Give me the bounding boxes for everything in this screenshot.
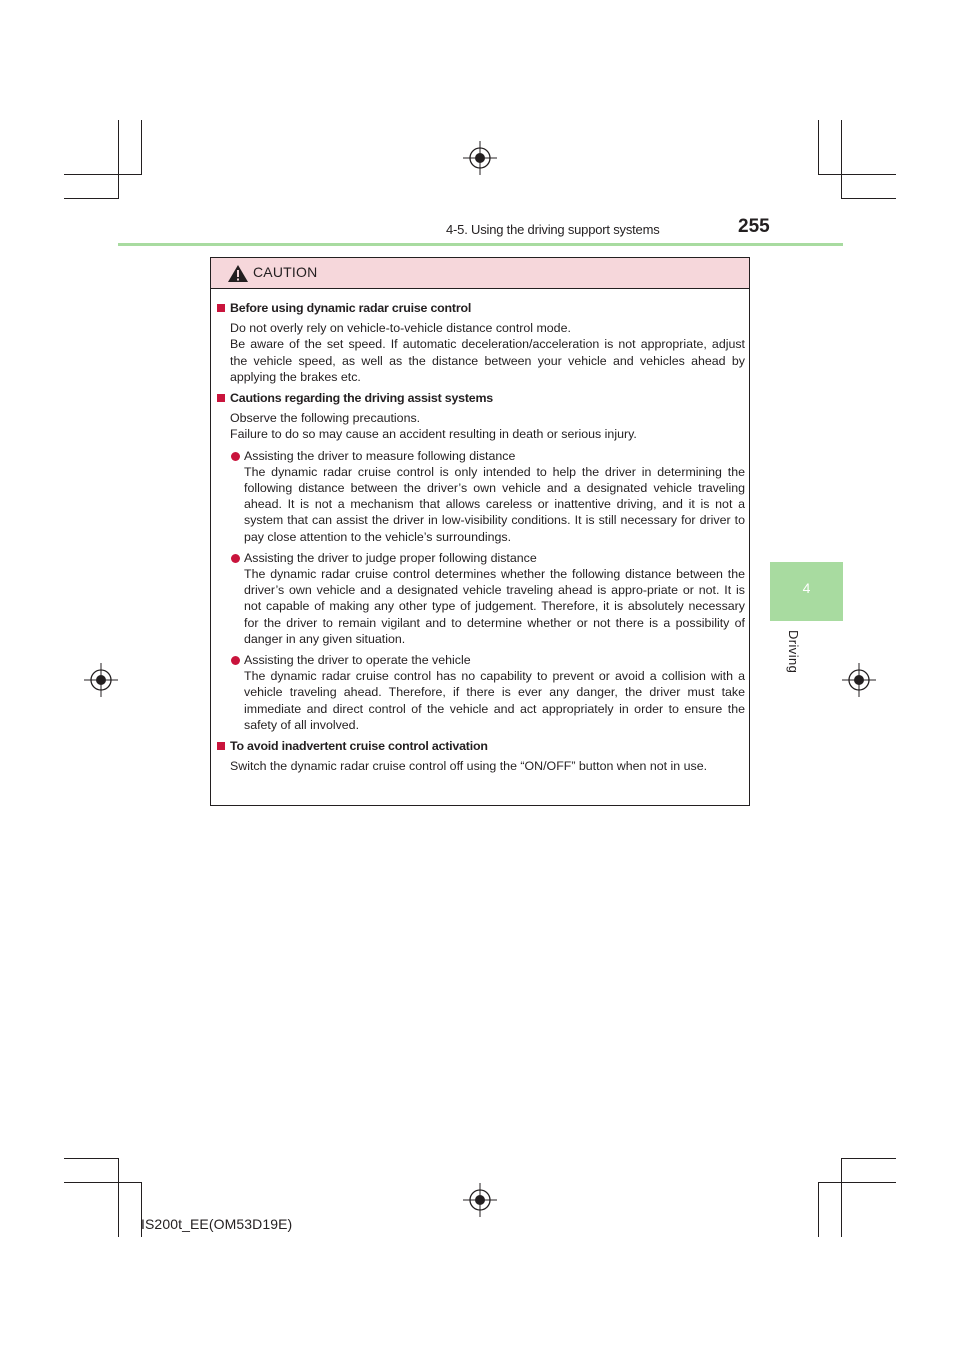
caution-item [217, 738, 745, 774]
page-number: 255 [738, 216, 770, 237]
round-bullet-icon [231, 656, 240, 665]
square-bullet-icon [217, 394, 225, 402]
bullet-item [217, 652, 745, 733]
warning-triangle-icon [227, 264, 249, 283]
bullet-item [217, 550, 745, 647]
round-bullet-icon [231, 554, 240, 563]
caution-item [217, 390, 745, 733]
caution-item-heading: Before using dynamic radar cruise control [217, 300, 745, 316]
caution-header [211, 258, 749, 289]
round-bullet-icon [231, 452, 240, 461]
chapter-number: 4 [802, 580, 811, 596]
section-title: 4-5. Using the driving support systems [446, 222, 660, 237]
registration-mark-icon [84, 663, 118, 697]
paragraph: Observe the following precautions. [230, 411, 421, 426]
chapter-tab [770, 562, 843, 621]
caution-item-heading: Cautions regarding the driving assist systems [217, 390, 745, 406]
caution-item [217, 300, 745, 385]
bullet-item [217, 448, 745, 545]
registration-mark-icon [463, 141, 497, 175]
registration-mark-icon [842, 663, 876, 697]
caution-content [217, 300, 745, 779]
paragraph: Switch the dynamic radar cruise control off using the “ON/OFF” button when not in use. [230, 759, 708, 774]
paragraph: Be aware of the set speed. If automatic deceleration/acceleration is not appropriate, adjust the vehicle speed, as well as the distance between your vehicle and vehicles ahead by applying the brakes etc. [230, 337, 745, 384]
bullet-text: The dynamic radar cruise control has no capability to prevent or avoid a collision with a vehicle traveling ahead. Therefore, if there is ever any danger, the driver must take immediate and direct control of the vehicle and act appropriately in order to ensure the safety of all involved. [244, 669, 745, 732]
header-divider [118, 243, 843, 246]
square-bullet-icon [217, 304, 225, 312]
caution-item-body [217, 410, 745, 442]
caution-item-heading: To avoid inadvertent cruise control activation [217, 738, 745, 754]
bullet-text: The dynamic radar cruise control is only intended to help the driver in determining the following distance between the driver’s own vehicle and a designated vehicle traveling ahead. It is not a mechanism that allows careless or inattentive driving, and it is not a system that can assist the driver in low-visibility conditions. It is still necessary for driver to pay close attention to the vehicle’s surroundings. [244, 464, 745, 544]
model-code: IS200t_EE(OM53D19E) [141, 1216, 293, 1232]
bullet-text: The dynamic radar cruise control determines whether the following distance between the driver’s own vehicle and a designated vehicle traveling ahead is appro-priate or not. It is not capable of making any other type of judgement. Therefore, it is absolutely necessary for the driver to remain vigilant and to determine whether or not there is a possibility of danger in any given situation. [244, 567, 745, 646]
caution-title: CAUTION [253, 264, 318, 280]
caution-box [210, 257, 750, 806]
paragraph: Failure to do so may cause an accident resulting in death or serious injury. [230, 427, 637, 442]
chapter-label-text: Driving [786, 630, 801, 674]
bullet-title: Assisting the driver to operate the vehicle [244, 653, 471, 668]
paragraph: Do not overly rely on vehicle-to-vehicle distance control mode. [230, 321, 571, 336]
caution-item-body [217, 320, 745, 385]
caution-item-body [217, 758, 745, 774]
bullet-title: Assisting the driver to measure following distance [244, 448, 516, 463]
registration-mark-icon [463, 1183, 497, 1217]
square-bullet-icon [217, 742, 225, 750]
bullet-title: Assisting the driver to judge proper following distance [244, 550, 537, 565]
chapter-label [785, 630, 805, 690]
